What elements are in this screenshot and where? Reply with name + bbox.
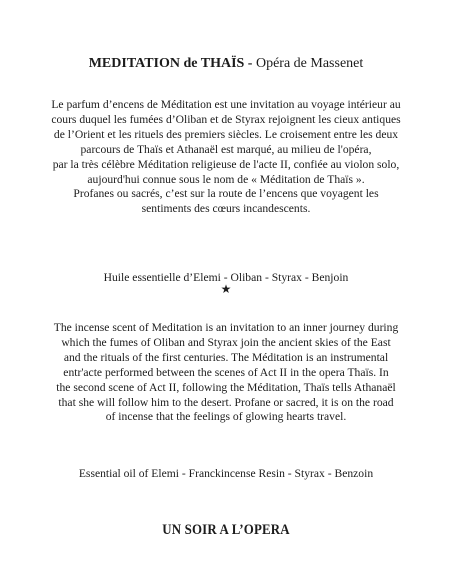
french-line: sentiments des cœurs incandescents. [141,202,311,216]
title-main: MEDITATION de THAÏS - [88,56,253,71]
english-line: entr'acte performed between the scenes of Act II in the opera Thaïs. In [63,365,389,379]
english-line: the second scene of Act II, following the Méditation, Thaïs tells Athanaël [56,380,396,394]
english-line: that she will follow him to the desert. Profane or sacred, it is on the road [58,395,394,409]
english-description [22,321,430,425]
french-line: aujourd'hui connue sous le nom de « Méditation de Thaïs ». [87,172,365,186]
french-line: Le parfum d’encens de Méditation est une invitation au voyage intérieur au [51,98,401,111]
english-line: which the fumes of Oliban and Styrax join the ancient skies of the East [61,335,391,349]
star-icon: ★ [220,282,232,296]
english-line: The incense scent of Meditation is an invitation to an inner journey during [53,321,399,334]
french-oils-line: Huile essentielle d’Elemi - Oliban - Styrax - Benjoin [103,271,349,284]
title-subtitle: Opéra de Massenet [255,56,364,71]
english-line: and the rituals of the first centuries. The Méditation is an instrumental [63,350,389,364]
french-line: de l’Orient et les rituels des premiers siècles. Le croisement entre les deux [53,127,399,141]
french-line: Profanes ou sacrés, c’est sur la route de l’encens que voyagent les [73,187,379,201]
brand-footer: UN SOIR A L’OPERA [162,522,290,538]
english-line: of incense that the feelings of glowing hearts travel. [105,410,347,424]
french-line: parcours de Thaïs et Athanaël est marqué, au milieu de l'opéra, [80,142,372,156]
french-line: par la très célèbre Méditation religieuse de l'acte II, confiée au violon solo, [52,157,400,171]
french-line: cours duquel les fumées d’Oliban et de Styrax rejoignent les cieux antiques [51,112,401,126]
english-oils-line: Essential oil of Elemi - Franckincense Resin - Styrax - Benzoin [78,467,374,480]
page-title [0,55,452,73]
french-description [22,98,430,217]
